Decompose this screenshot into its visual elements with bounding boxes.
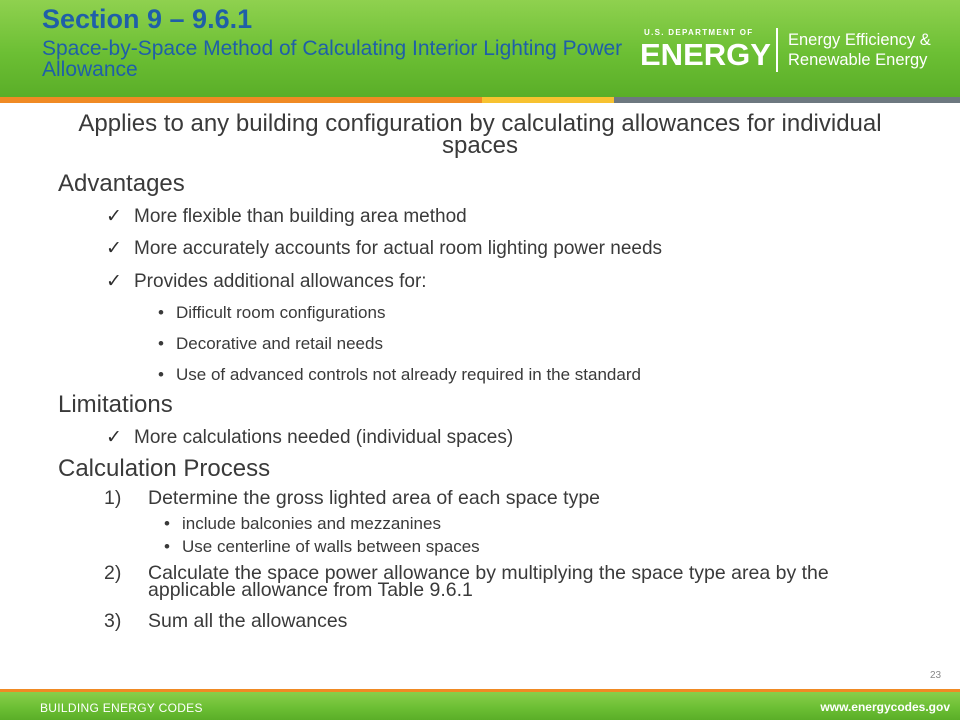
checkmark-icon: ✓: [106, 427, 122, 448]
footer-stripe: [0, 689, 960, 692]
bullet-dot-icon: •: [164, 514, 170, 533]
header-stripe-orange: [0, 97, 482, 103]
checkmark-icon: ✓: [106, 238, 122, 259]
header-stripe-gray: [614, 97, 960, 103]
slide-header: [0, 0, 960, 97]
advantage-item: [106, 206, 467, 228]
logo-eere-line2: Renewable Energy: [788, 51, 928, 69]
advantages-heading: Advantages: [58, 170, 185, 197]
logo-department-text: U.S. DEPARTMENT OF: [644, 28, 754, 37]
advantage-subitem: [158, 365, 641, 385]
bullet-dot-icon: •: [158, 303, 164, 322]
bullet-dot-icon: •: [158, 365, 164, 384]
advantage-item: [106, 238, 662, 260]
logo-eere-line1: Energy Efficiency &: [788, 31, 931, 49]
checkmark-icon: ✓: [106, 206, 122, 227]
logo-divider: [776, 28, 778, 72]
intro-text: Applies to any building configuration by calculating allowances for individual spaces: [78, 110, 882, 159]
logo-energy-text: ENERGY: [640, 37, 771, 72]
process-step-text: Determine the gross lighted area of each space type: [148, 487, 601, 509]
advantage-item-text: More accurately accounts for actual room lighting power needs: [134, 238, 663, 259]
advantage-subitem-text: Difficult room configurations: [176, 303, 386, 322]
footer-website-link[interactable]: www.energycodes.gov: [820, 700, 950, 714]
advantage-subitem-text: Decorative and retail needs: [176, 334, 383, 353]
advantage-subitem-text: Use of advanced controls not already required in the standard: [176, 365, 641, 384]
process-step-number: 1): [104, 487, 122, 509]
advantage-subitem: [158, 303, 385, 323]
advantage-item-text: More flexible than building area method: [134, 206, 467, 227]
header-stripe-yellow: [482, 97, 614, 103]
advantage-subitem: [158, 334, 383, 354]
slide-title: Section 9 – 9.6.1: [42, 4, 253, 34]
process-subitem-text: Use centerline of walls between spaces: [182, 537, 480, 556]
advantage-item-text: Provides additional allowances for:: [134, 271, 427, 292]
process-subitem: [164, 537, 480, 557]
process-step-number: 3): [104, 610, 122, 632]
advantage-item: [106, 271, 427, 293]
limitation-item-text: More calculations needed (individual spaces): [134, 427, 514, 448]
page-number: 23: [930, 670, 942, 681]
bullet-dot-icon: •: [164, 537, 170, 556]
doe-eere-logo: [636, 26, 946, 76]
process-subitem: [164, 514, 441, 534]
process-step-number: 2): [104, 562, 122, 584]
process-step-text: Sum all the allowances: [148, 610, 348, 632]
checkmark-icon: ✓: [106, 271, 122, 292]
limitations-heading: Limitations: [58, 391, 173, 418]
slide-footer: [0, 689, 960, 720]
process-subitem-text: include balconies and mezzanines: [182, 514, 441, 533]
process-step-text: Calculate the space power allowance by multiplying the space type area by the applicable allowance from Table 9.6.1: [148, 562, 829, 601]
logo-eere-text: [788, 30, 931, 70]
bullet-dot-icon: •: [158, 334, 164, 353]
footer-program-name: BUILDING ENERGY CODES: [40, 701, 203, 715]
slide-subtitle: Space-by-Space Method of Calculating Interior Lighting Power Allowance: [42, 37, 623, 81]
process-heading: Calculation Process: [58, 455, 271, 482]
limitation-item: [106, 427, 513, 449]
